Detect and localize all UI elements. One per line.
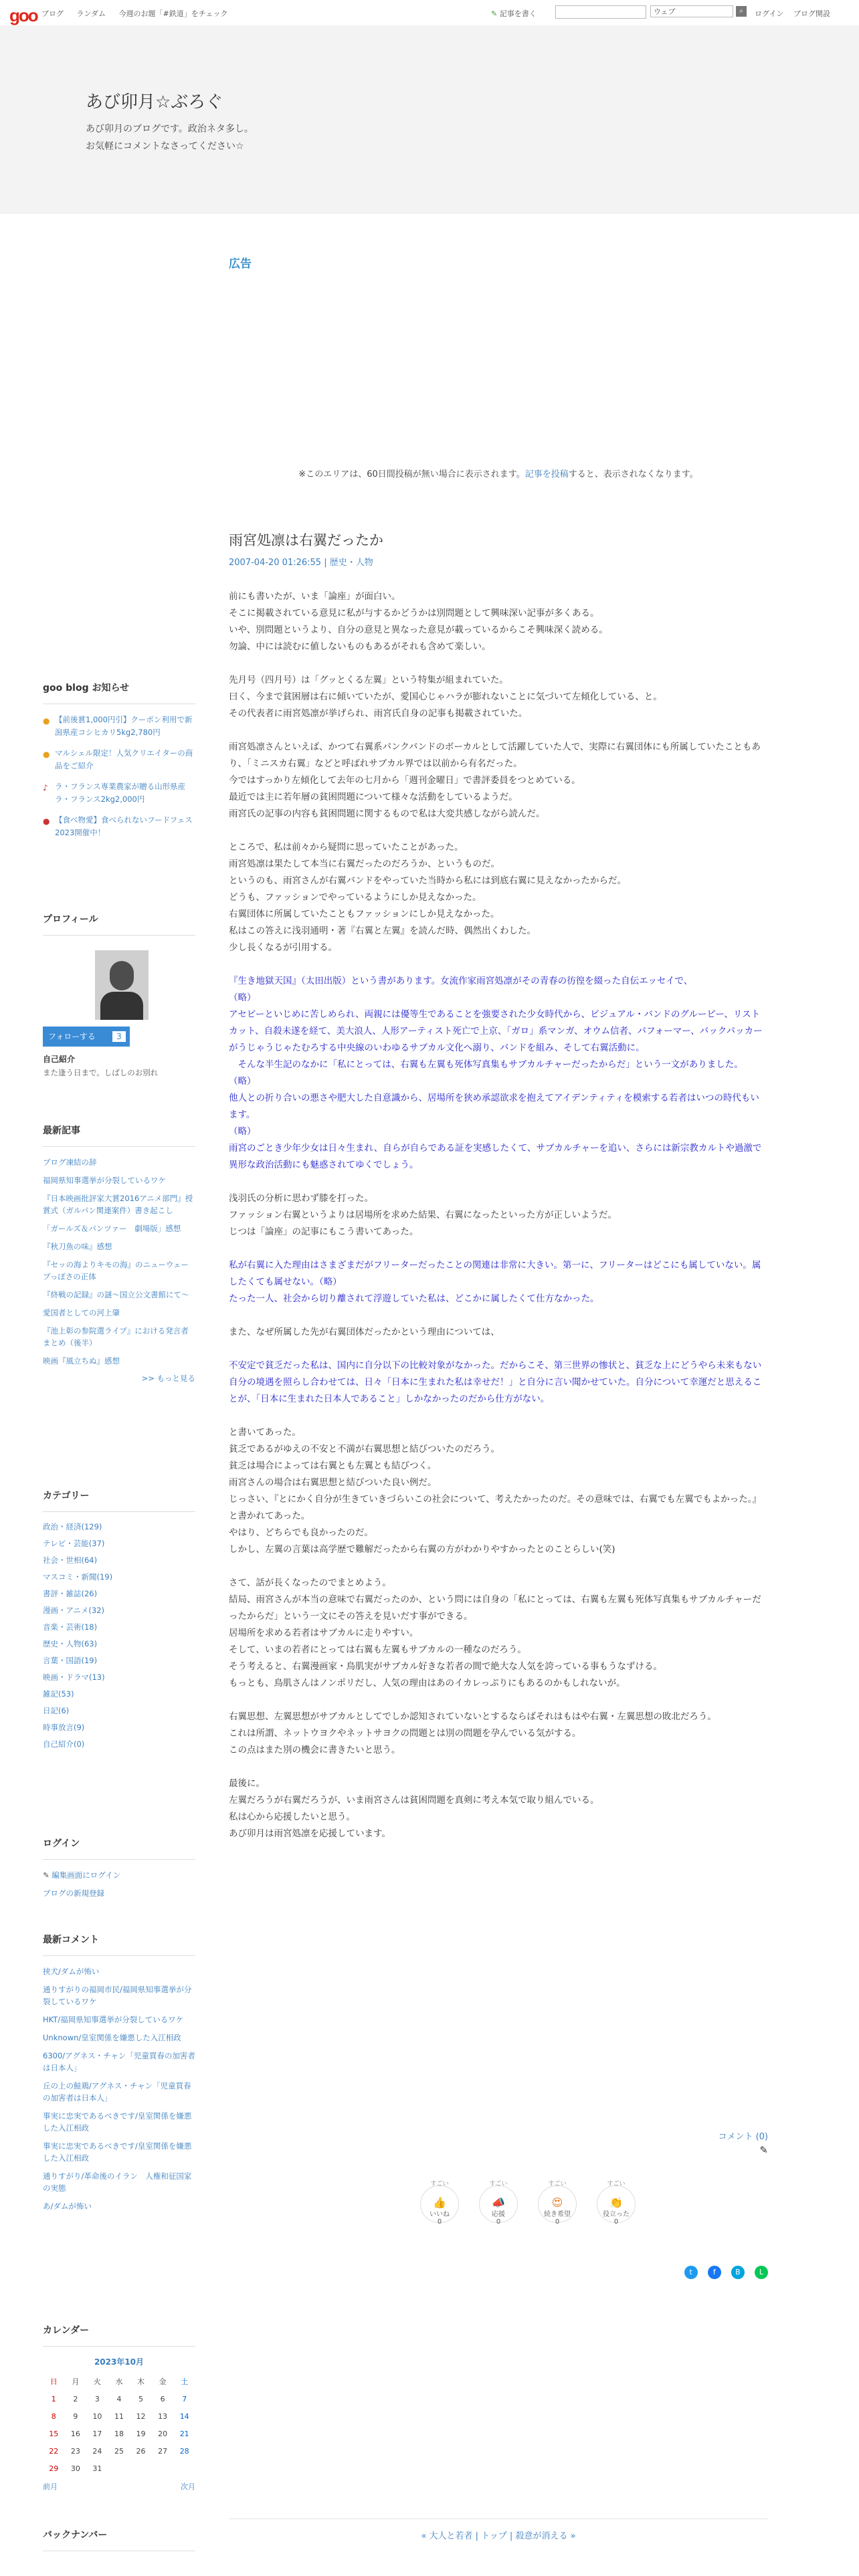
calendar-day: 16 — [70, 2429, 80, 2438]
calendar-header-row — [43, 2373, 195, 2390]
body-line: 前にも書いたが、いま「論座」が面白い。 — [229, 591, 401, 602]
reaction-number: 0 — [496, 2218, 501, 2226]
body-paragraph — [229, 672, 768, 722]
nav-theme[interactable]: 今週のお題「#鉄道」をチェック — [118, 9, 228, 18]
food-icon: ● — [43, 817, 50, 826]
post-body — [229, 588, 768, 1859]
body-line: 少し長くなるが引用する。 — [229, 942, 337, 953]
follow-label: フォローする — [48, 1032, 96, 1041]
body-line: 今ではすっかり左傾化して去年の七月から「週刊金曜日」で書評委員をつとめている。 — [229, 775, 581, 786]
sidebar-profile — [43, 912, 195, 1078]
post-category-link[interactable]: 歴史・人物 — [329, 558, 373, 568]
weekday-label: 金 — [159, 2377, 167, 2386]
category-item[interactable]: 映画・ドラマ(13) — [43, 1673, 105, 1682]
body-line: じっさい、『とにかく自分が生きていきづらいこの社会について、考えたかったのだ。その意味では、右翼でも左翼でもよかった。』と書かれてあった。 — [229, 1494, 761, 1521]
reaction-like[interactable] — [420, 2181, 459, 2226]
sidebar-login — [43, 1836, 195, 1905]
intro-text: また逢う日まで。しばしのお別れ — [43, 1068, 159, 1077]
calendar-day: 6 — [160, 2394, 165, 2403]
category-item[interactable]: 自己紹介(0) — [43, 1739, 85, 1749]
quote-paragraph — [229, 1257, 768, 1307]
post-title[interactable]: 雨宮処凛は右翼だったか — [229, 532, 383, 548]
body-line: 貧乏は場合によっては右翼とも左翼とも結びつく。 — [229, 1461, 437, 1471]
calendar-week — [43, 2407, 195, 2425]
calendar-day: 27 — [158, 2446, 168, 2456]
calendar-day: 21 — [179, 2429, 189, 2438]
edit-icon: ✎ — [43, 1870, 50, 1880]
calendar-day: 12 — [136, 2411, 146, 2421]
comment-link[interactable]: コメント (0) — [718, 2132, 768, 2142]
reaction-count — [597, 2208, 636, 2226]
category-item[interactable]: 社会・世相(64) — [43, 1555, 98, 1565]
calendar-prev[interactable]: 前月 — [43, 2482, 58, 2491]
calendar-day: 22 — [49, 2446, 59, 2456]
calendar-next[interactable]: 次月 — [181, 2482, 195, 2491]
reaction-want-more[interactable] — [538, 2181, 577, 2226]
bag-icon: ● — [43, 750, 50, 759]
body-line: 雨宮処凛は果たして本当に右翼だったのだろうか、というものだ。 — [229, 859, 500, 869]
body-line: 浅羽氏の分析に思わず膝を打った。 — [229, 1193, 373, 1204]
notice-item[interactable] — [43, 814, 195, 839]
calendar-day: 4 — [116, 2394, 122, 2403]
coupon-icon: ● — [43, 716, 50, 726]
body-paragraph — [229, 1709, 768, 1759]
category-item[interactable]: 政治・経済(129) — [43, 1522, 102, 1531]
category-item[interactable]: 言葉・国語(19) — [43, 1656, 98, 1665]
comment-item[interactable]: 通りすがりの福岡市民/福岡県知事選挙が分裂しているワケ — [43, 1985, 192, 2006]
nav-random[interactable]: ランダム — [76, 9, 106, 18]
backnumber-title: バックナンバー — [43, 2528, 195, 2551]
body-paragraph — [229, 588, 768, 655]
body-line: 雨宮のごとき少年少女は日々生まれ、自らが自らである証を実感したくて、サブカルチャーを追い、さらには新宗教カルトや過激で異形な政治活動にも魅惑されてゆくでしょう。 — [229, 1143, 762, 1170]
calendar-day: 10 — [92, 2411, 102, 2421]
comment-item[interactable]: 通りすがり/革命後のイラン 人権和征国家の実態 — [43, 2171, 192, 2193]
body-line: そして、いまの若者にとっては右翼も左翼もサブカルの一種なのだろう。 — [229, 1644, 527, 1655]
calendar-day: 13 — [158, 2411, 168, 2421]
reaction-number: 0 — [437, 2218, 442, 2226]
post-pager[interactable]: « 大人と若者 | トップ | 殺意が消える » — [229, 2518, 768, 2541]
category-item[interactable]: マスコミ・新聞(19) — [43, 1572, 113, 1582]
global-header — [0, 0, 859, 26]
blog-description-line2: お気軽にコメントなさってください☆ — [86, 141, 244, 152]
search-button[interactable] — [736, 6, 747, 17]
reaction-count — [420, 2208, 459, 2226]
body-line: 私はこの答えに浅羽通明・著『右翼と左翼』を読んだ時、偶然出くわした。 — [229, 926, 536, 936]
body-paragraph — [229, 839, 768, 956]
body-line: 雨宮処凛さんといえば、かつて右翼系パンクバンドのボーカルとして活躍していた人で、実際に右翼団体にも所属していたこともあり、「ミニスカ右翼」などと呼ばれサブカル界では以前から有名だった。 — [229, 742, 761, 769]
notice-title: goo blog お知らせ — [43, 681, 195, 704]
calendar-day: 30 — [70, 2464, 80, 2473]
body-line: 他人との折り合いの悪さや肥大した自意識から、居場所を狭め承認欲求を抱えてアイデンティティを模索する若者はいつの時代もいます。 — [229, 1093, 759, 1120]
login-edit-link[interactable] — [43, 1869, 195, 1881]
category-item[interactable]: 雑記(53) — [43, 1689, 74, 1699]
calendar-day: 24 — [92, 2446, 102, 2456]
weekday-label: 火 — [93, 2377, 101, 2386]
recent-item[interactable]: 「ガールズ＆パンツァー 劇場版」感想 — [43, 1224, 181, 1233]
recent-item[interactable]: ブログ凍結の辞 — [43, 1158, 97, 1167]
body-line: 私は心から応援したいと思う。 — [229, 1812, 355, 1822]
body-line: どうも、ファッションでやっているようにしか見えなかった。 — [229, 892, 482, 903]
goo-logo[interactable]: goo — [9, 5, 37, 25]
body-line: 右翼思想、左翼思想がサブカルとしてでしか認知されていないとするならばそれはもはや右翼・左翼思想の敗北だろう。 — [229, 1711, 717, 1722]
post-article-link[interactable]: 記事を投稿 — [524, 469, 569, 479]
follow-count: 3 — [112, 1031, 126, 1042]
body-line: あび卯月は雨宮処凛を応援しています。 — [229, 1828, 391, 1839]
calendar-day: 31 — [92, 2464, 102, 2473]
recent-item[interactable]: 『終戦の記録』の謎～国立公文書館にて～ — [43, 1290, 189, 1299]
comments-title: 最新コメント — [43, 1933, 195, 1956]
notice-text: 【食べ物愛】食べられないフードフェス2023開催中！ — [55, 815, 193, 837]
calendar-day — [108, 2460, 130, 2477]
body-line: 最後に。 — [229, 1778, 265, 1789]
body-line: 『生き地獄天国』（太田出版）という書があります。女流作家雨宮処凛がその青春の彷徨を綴った自伝エッセイで、 — [229, 976, 693, 986]
calendar-day: 1 — [51, 2394, 56, 2403]
login-title: ログイン — [43, 1836, 195, 1860]
category-item[interactable]: 日記(6) — [43, 1706, 70, 1715]
pencil-icon: ✎ — [491, 9, 498, 18]
reaction-useful[interactable] — [597, 2181, 636, 2226]
music-icon: ♪ — [43, 783, 48, 792]
avatar[interactable] — [95, 950, 149, 1020]
comment-item[interactable]: 丘の上の鮭鶏/アグネス・チャン「児童買春の加害者は日本人」 — [43, 2081, 191, 2103]
body-line: さて、話が長くなったのでまとめよう。 — [229, 1578, 391, 1588]
reaction-number: 0 — [555, 2218, 560, 2226]
body-line: 雨宮氏の記事の内容も貧困問題に関するもので私は大変共感しながら読んだ。 — [229, 809, 545, 819]
body-line: というのも、雨宮さんが右翼バンドをやっていた当時から私には到底右翼に見えなかったからだ。 — [229, 875, 626, 886]
edit-pen-icon[interactable]: ✎ — [759, 2144, 768, 2156]
calendar-day: 20 — [158, 2429, 168, 2438]
body-line: そう考えると、右翼漫画家・鳥肌実がサブカル好きな若者の間で絶大な人気を誇っている事もうなずける。 — [229, 1661, 662, 1672]
recent-title: 最新記事 — [43, 1123, 195, 1147]
login-link[interactable]: ログイン — [755, 9, 784, 18]
body-line: そんな半生記のなかに「私にとっては、右翼も左翼も死体写真集もサブカルチャーだったからだ」という一文がありました。 — [229, 1059, 743, 1070]
body-line: そこに掲載されている意見に私が与するかどうかは別問題として興味深い記事が多くある。 — [229, 608, 599, 619]
calendar-week — [43, 2442, 195, 2460]
calendar-day: 7 — [182, 2394, 187, 2403]
calendar-day: 15 — [49, 2429, 59, 2438]
reaction-name: 続き希望 — [544, 2211, 571, 2218]
thumbs-up-icon: 👍 — [420, 2185, 459, 2223]
body-line: （略） — [229, 992, 256, 1003]
calendar-day: 11 — [114, 2411, 124, 2421]
weekday-label: 水 — [115, 2377, 123, 2386]
recent-item[interactable]: 『セッの海よりキモの海』のニューウェーブっぽさの正体 — [43, 1260, 189, 1281]
write-post-label: 記事を書く — [499, 9, 537, 18]
category-item[interactable]: 歴史・人物(63) — [43, 1639, 98, 1648]
blog-title[interactable]: あび卯月☆ぶろぐ — [86, 92, 223, 112]
ad-note — [229, 467, 768, 479]
comment-item[interactable]: 事実に忠実であるべきです/皇室関係を嫌悪した入江相政 — [43, 2141, 192, 2163]
calendar-day: 26 — [136, 2446, 146, 2456]
recent-item[interactable]: 愛国者としての河上肇 — [43, 1308, 120, 1317]
body-line: 先月号（四月号）は「グッとくる左翼」という特集が組まれていた。 — [229, 675, 508, 685]
body-line: いや、別問題というより、自分の意見と異なった意見が載っているからこそ興味深く読める。 — [229, 625, 608, 635]
calendar-day: 25 — [114, 2446, 124, 2456]
calendar-day: 14 — [179, 2411, 189, 2421]
calendar-day: 3 — [94, 2394, 100, 2403]
weekday-label: 日 — [50, 2377, 58, 2386]
calendar-table — [43, 2373, 195, 2477]
body-line: アセビーといじめに苦しめられ、両親には優等生であることを強要された少女時代から、ビジュアル・バンドのグルーピー、リストカット、自殺未遂を経て、美大浪人、人形アーティスト死亡で上京、「ガロ」系マンガ、オウム信者、パフォーマー、バックパッカーがうじゃうじゃたむろする中央線のいわゆるサブカル文化へ溺り、バンドを組み、そして右翼活動に。 — [229, 1009, 763, 1053]
nav-blog[interactable]: ブログ — [41, 9, 64, 18]
calendar-day — [130, 2460, 152, 2477]
body-line: 私が右翼に入た理由はさまざまだがフリーターだったことの関連は非常に大きい。第一に、フリーターはどこにも属していない。属したくても属せない。（略） — [229, 1260, 761, 1287]
body-paragraph — [229, 739, 768, 823]
body-line: 最近では主に若年層の貧困問題について様々な活動をしているようだ。 — [229, 792, 518, 802]
body-line: 右翼団体に所属していたこともファッションにしか見えなかった。 — [229, 909, 500, 920]
reaction-name: 役立った — [603, 2211, 630, 2218]
body-paragraph — [229, 1424, 768, 1558]
body-line: しかし、左翼の言葉は高学歴で難解だったから右翼の方がわかりやすかったとのことらしい(笑) — [229, 1544, 615, 1555]
quote-paragraph — [229, 973, 768, 1174]
calendar — [43, 2356, 195, 2492]
body-line: 不安定で貧乏だった私は、国内に自分以下の比較対象がなかった。だからこそ、第三世界の惨状と、貧乏な上にどうやら未来もない自分の境遇を照らし合わせては、日々「日本に生まれた私は幸せだ！」と自分に言い聞かせていた。自分について幸運だと思えることが、「日本に生まれた日本人であること」しかなかったのだから仕方がない。 — [229, 1360, 762, 1404]
more-link[interactable]: >> もっと見る — [141, 1374, 195, 1383]
follow-button[interactable] — [43, 1027, 130, 1047]
body-line: ファッション右翼というよりは居場所を求めた結果、右翼になったといった方が正しいようだ。 — [229, 1210, 617, 1220]
body-paragraph — [229, 1575, 768, 1692]
category-title: カテゴリー — [43, 1489, 195, 1512]
calendar-day: 19 — [136, 2429, 146, 2438]
recent-item[interactable]: 福岡県知事選挙が分裂しているワケ — [43, 1176, 166, 1185]
comment-item[interactable]: 6300/アグネス・チャン「児童買春の加害者は日本人」 — [43, 2051, 195, 2072]
reaction-top-label: すごい — [430, 2181, 449, 2187]
calendar-day: 18 — [114, 2429, 124, 2438]
category-list — [43, 1521, 195, 1749]
notice-text: ラ・フランス専業農家が贈る山形県産ラ・フランス2kg2,000円 — [55, 782, 186, 804]
comment-item[interactable]: HKT/福岡県知事選挙が分裂しているワケ — [43, 2015, 184, 2024]
share-buttons — [678, 2264, 768, 2279]
body-line: 結局、雨宮さんが本当の意味で右翼だったのか、という問には自身の「私にとっては、右翼も左翼も死体写真集もサブカルチャーだったからだ」という一文にその答えを見いだす事ができる。 — [229, 1594, 761, 1622]
body-line: （略） — [229, 1076, 256, 1087]
calendar-week — [43, 2390, 195, 2407]
sidebar-notices — [43, 681, 195, 847]
ad-note-pre: ※このエリアは、60日間投稿が無い場合に表示されます。 — [298, 469, 525, 479]
weekday-label: 月 — [72, 2377, 80, 2386]
recent-item[interactable]: 映画『風立ちぬ』感想 — [43, 1356, 120, 1366]
calendar-day: 23 — [70, 2446, 80, 2456]
sidebar-calendar — [43, 2323, 195, 2492]
recent-item[interactable]: 『秋刀魚の味』感想 — [43, 1242, 112, 1251]
notice-text: マルシェル限定！人気クリエイターの商品をご紹介 — [55, 748, 193, 770]
category-item[interactable]: 音楽・芸術(18) — [43, 1622, 98, 1632]
body-paragraph — [229, 1190, 768, 1241]
body-line: 雨宮さんの場合は右翼思想と結びついた良い例だ。 — [229, 1477, 437, 1488]
register-link[interactable]: ブログの新規登録 — [43, 1889, 104, 1898]
recent-item[interactable]: 『池上彰の参院選ライブ』における発言者まとめ（後半） — [43, 1326, 189, 1348]
search-input[interactable] — [555, 5, 646, 19]
reaction-top-label: すごい — [489, 2181, 508, 2187]
weekday-label: 木 — [137, 2377, 145, 2386]
notice-list — [43, 714, 195, 839]
comment-item[interactable]: 事実に忠実であるべきです/皇室関係を嫌悪した入江相政 — [43, 2111, 192, 2133]
quote-paragraph — [229, 1358, 768, 1408]
facebook-icon[interactable]: f — [708, 2266, 721, 2279]
search-scope-select[interactable]: ウェブ — [650, 5, 733, 17]
sidebar-backnumber — [43, 2528, 195, 2551]
calendar-week — [43, 2425, 195, 2442]
intro-title: 自己紹介 — [43, 1055, 76, 1064]
body-line: やはり、どちらでも良かったのだ。 — [229, 1527, 373, 1538]
reaction-top-label: すごい — [607, 2181, 626, 2187]
body-line: たった一人、社会から切り離されて浮遊していた私は、どこかに属したくて仕方なかった。 — [229, 1293, 599, 1304]
sidebar-recent — [43, 1123, 195, 1384]
calendar-day — [152, 2460, 174, 2477]
calendar-day: 5 — [138, 2394, 144, 2403]
reaction-cheer[interactable] — [479, 2181, 518, 2226]
body-line: ところで、私は前々から疑問に思っていたことがあった。 — [229, 842, 464, 853]
reaction-count — [479, 2208, 518, 2226]
calendar-day: 8 — [51, 2411, 56, 2421]
blog-header — [0, 25, 859, 214]
category-item[interactable]: 漫画・アニメ(32) — [43, 1606, 105, 1615]
search-icon: ⌕ — [739, 7, 743, 15]
body-line: これは所謂、ネットウヨクやネットサヨクの問題とは別の問題を孕んでいる気がする。 — [229, 1728, 581, 1739]
twitter-icon[interactable]: t — [684, 2266, 698, 2279]
body-line: もっとも、鳥肌さんはノンポリだし、人気の理由はあのイカレっぷりにもあるのかもしれないが。 — [229, 1678, 626, 1689]
calendar-day: 29 — [49, 2464, 59, 2473]
calendar-title: カレンダー — [43, 2323, 195, 2347]
calendar-day: 28 — [179, 2446, 189, 2456]
notice-item[interactable] — [43, 714, 195, 739]
body-paragraph — [229, 1324, 768, 1341]
notice-item[interactable] — [43, 747, 195, 772]
reaction-name: 応援 — [492, 2211, 505, 2218]
calendar-day: 17 — [92, 2429, 102, 2438]
calendar-nav — [43, 2481, 195, 2492]
calendar-day: 9 — [73, 2411, 78, 2421]
recent-item[interactable]: 『日本映画批評家大賞2016アニメ部門』授賞式（ガルパン関連案件）書き起こし — [43, 1194, 193, 1215]
calendar-week — [43, 2460, 195, 2477]
blog-description — [86, 120, 254, 155]
post-date[interactable]: 2007-04-20 01:26:55 — [229, 558, 322, 568]
reaction-buttons — [420, 2181, 641, 2239]
post-meta — [229, 555, 373, 568]
notice-text: 【前後賞1,000円引】クーポン利用で新潟県産コシヒカリ5kg2,780円 — [55, 715, 193, 737]
reaction-count — [538, 2208, 577, 2226]
body-line: 左翼だろうが右翼だろうが、いま雨宮さんは貧困問題を真剣に考え本気で取り組んでいる。 — [229, 1795, 599, 1806]
category-item[interactable]: 時事放言(9) — [43, 1723, 85, 1732]
calendar-day: 2 — [73, 2394, 78, 2403]
comment-item[interactable]: 挟犬/ダムが怖い — [43, 1967, 100, 1976]
ad-note-post: すると、表示されなくなります。 — [568, 469, 698, 479]
clap-icon: 👏 — [597, 2185, 636, 2223]
calendar-days — [43, 2390, 195, 2477]
body-line: （略） — [229, 1126, 256, 1137]
body-line: 貧乏であるがゆえの不安と不満が右翼思想と結びついたのだろう。 — [229, 1444, 500, 1455]
comment-item[interactable]: あ/ダムが怖い — [43, 2202, 92, 2211]
category-item[interactable]: テレビ・芸能(37) — [43, 1539, 105, 1548]
body-line: その代表者に雨宮処凛が挙げられ、雨宮氏自身の記事も掲載されていた。 — [229, 708, 528, 719]
write-post-link[interactable] — [491, 8, 537, 19]
heart-eyes-icon: 😍 — [538, 2185, 577, 2223]
body-line: 曰く、今まで貧困層は右に傾いていたが、愛国心じゃハラが膨れないことに気づいて左傾化している、と。 — [229, 691, 662, 702]
comment-item[interactable]: Unknown/皇室関係を嫌悪した入江相政 — [43, 2033, 181, 2042]
reaction-top-label: すごい — [548, 2181, 567, 2187]
body-line: この点はまた別の機会に書きたいと思う。 — [229, 1745, 401, 1755]
main-content — [229, 254, 768, 2541]
body-line: また、なぜ所属した先が右翼団体だったかという理由については、 — [229, 1327, 500, 1337]
comments-list — [43, 1965, 195, 2212]
profile-title: プロフィール — [43, 912, 195, 936]
reaction-number: 0 — [613, 2218, 619, 2226]
blog-description-line1: あび卯月のブログです。政治ネタ多し。 — [86, 124, 254, 134]
body-paragraph — [229, 1776, 768, 1842]
megaphone-icon: 📣 — [479, 2185, 518, 2223]
body-line: と書いてあった。 — [229, 1427, 301, 1438]
ad-label: 広告 — [229, 257, 252, 271]
top-nav — [41, 8, 238, 19]
sidebar-comments — [43, 1933, 195, 2218]
sidebar-categories — [43, 1489, 195, 1755]
body-line: 勿論、中には読むに値しないものもあるがそれも含めて楽しい。 — [229, 641, 491, 652]
open-blog-link[interactable]: ブログ開設 — [793, 9, 830, 18]
login-list — [43, 1869, 195, 1899]
meta-separator: | — [321, 558, 330, 568]
reaction-name: いいね — [430, 2211, 450, 2218]
line-icon[interactable]: L — [755, 2266, 768, 2279]
notice-item[interactable] — [43, 780, 195, 806]
calendar-day — [173, 2460, 195, 2477]
recent-list — [43, 1156, 195, 1367]
body-line: 居場所を求める若者はサブカルに走りやすい。 — [229, 1628, 419, 1638]
login-edit-label: 編集画面にログイン — [52, 1870, 121, 1880]
category-item[interactable]: 書評・雑誌(26) — [43, 1589, 98, 1598]
calendar-month: 2023年10月 — [94, 2357, 145, 2367]
hatena-icon[interactable]: B — [731, 2266, 745, 2279]
weekday-label: 土 — [181, 2377, 189, 2386]
body-line: じつは「論座」の記事にもこう書いてあった。 — [229, 1226, 419, 1237]
